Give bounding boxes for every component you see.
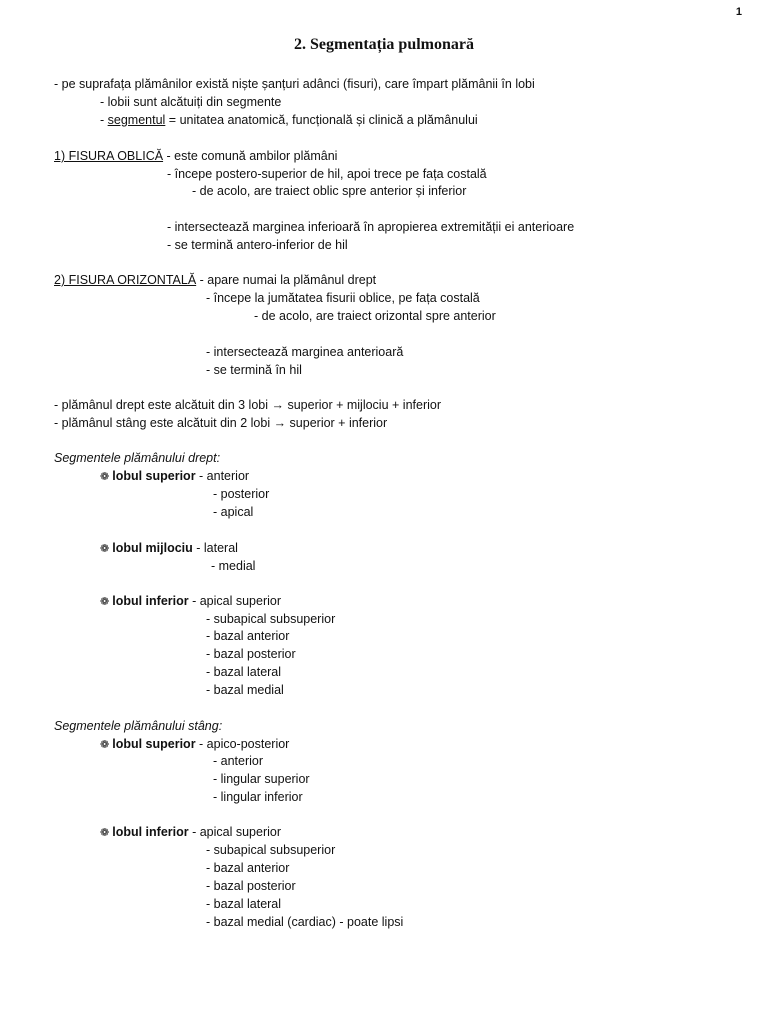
lobe-line bbox=[100, 593, 281, 609]
flower-icon: ❁ bbox=[100, 471, 110, 483]
lobe-label: lobul superior bbox=[112, 737, 196, 751]
lobe-label: lobul mijlociu bbox=[112, 541, 193, 555]
segment-item: - bazal posterior bbox=[206, 879, 296, 893]
segment-item: - apical bbox=[213, 505, 254, 519]
intro-line: - lobii sunt alcătuiți din segmente bbox=[100, 95, 282, 109]
segment-item: - bazal posterior bbox=[206, 647, 296, 661]
segment-item: - medial bbox=[211, 559, 256, 573]
segment-item: - subapical subsuperior bbox=[206, 843, 336, 857]
document-title: 2. Segmentația pulmonară bbox=[294, 36, 474, 53]
flower-icon: ❁ bbox=[100, 739, 110, 751]
segment-item: - posterior bbox=[213, 487, 270, 501]
segment-item: - subapical subsuperior bbox=[206, 612, 336, 626]
segment-item: - apical superior bbox=[188, 594, 282, 608]
section-heading-line bbox=[54, 148, 337, 164]
detail-line: - intersectează marginea inferioară în apropierea extremității ei anterioare bbox=[167, 220, 575, 234]
lobe-label: lobul inferior bbox=[112, 825, 189, 839]
segment-item: - bazal medial (cardiac) - poate lipsi bbox=[206, 915, 404, 929]
flower-icon: ❁ bbox=[100, 596, 110, 608]
lobe-label: lobul superior bbox=[112, 469, 196, 483]
right-lung-heading: Segmentele plămânului drept: bbox=[54, 451, 221, 465]
detail-line: - intersectează marginea anterioară bbox=[206, 345, 404, 359]
detail-line: - de acolo, are traiect oblic spre anterior și inferior bbox=[192, 184, 467, 198]
flower-icon: ❁ bbox=[100, 543, 110, 555]
page-number: 1 bbox=[735, 6, 742, 18]
fisura-oblica-desc: - este comună ambilor plămâni bbox=[163, 149, 338, 163]
segment-item: - lateral bbox=[192, 541, 238, 555]
segment-item: - anterior bbox=[213, 754, 264, 768]
lobi-line: - plămânul drept este alcătuit din 3 lobi → superior + mijlociu + inferior bbox=[54, 398, 441, 412]
lobi-line: - plămânul stâng este alcătuit din 2 lobi → superior + inferior bbox=[54, 416, 388, 430]
intro-prefix: - bbox=[100, 113, 108, 127]
segment-item: - apical superior bbox=[188, 825, 282, 839]
section-heading-line bbox=[54, 272, 376, 288]
detail-line: - se termină antero-inferior de hil bbox=[167, 238, 348, 252]
fisura-orizontala-desc: - apare numai la plămânul drept bbox=[196, 273, 377, 287]
detail-line: - se termină în hil bbox=[206, 363, 302, 377]
fisura-orizontala-heading: 2) FISURA ORIZONTALĂ bbox=[54, 273, 197, 287]
segment-item: - lingular inferior bbox=[213, 790, 303, 804]
intro-line bbox=[100, 112, 478, 128]
lobe-line bbox=[100, 468, 249, 484]
lobe-label: lobul inferior bbox=[112, 594, 189, 608]
fisura-oblica-heading: 1) FISURA OBLICĂ bbox=[54, 149, 164, 163]
segment-term: segmentul bbox=[107, 113, 166, 127]
flower-icon: ❁ bbox=[100, 827, 110, 839]
segment-item: - bazal lateral bbox=[206, 897, 282, 911]
segment-item: - apico-posterior bbox=[195, 737, 290, 751]
segment-item: - bazal medial bbox=[206, 683, 284, 697]
left-lung-heading: Segmentele plămânului stâng: bbox=[54, 719, 223, 733]
detail-line: - de acolo, are traiect orizontal spre anterior bbox=[254, 309, 496, 323]
segment-definition: = unitatea anatomică, funcțională și clinică a plămânului bbox=[165, 113, 478, 127]
lobe-line bbox=[100, 824, 281, 840]
segment-item: - bazal anterior bbox=[206, 861, 290, 875]
segment-item: - bazal lateral bbox=[206, 665, 282, 679]
lobe-line bbox=[100, 736, 289, 752]
detail-line: - începe la jumătatea fisurii oblice, pe fața costală bbox=[206, 291, 480, 305]
segment-item: - lingular superior bbox=[213, 772, 310, 786]
segment-item: - bazal anterior bbox=[206, 629, 290, 643]
segment-item: - anterior bbox=[195, 469, 250, 483]
intro-line: - pe suprafața plămânilor există niște șanțuri adânci (fisuri), care împart plămânii în lobi bbox=[54, 77, 535, 91]
detail-line: - începe postero-superior de hil, apoi trece pe fața costală bbox=[167, 167, 487, 181]
lobe-line bbox=[100, 540, 238, 556]
